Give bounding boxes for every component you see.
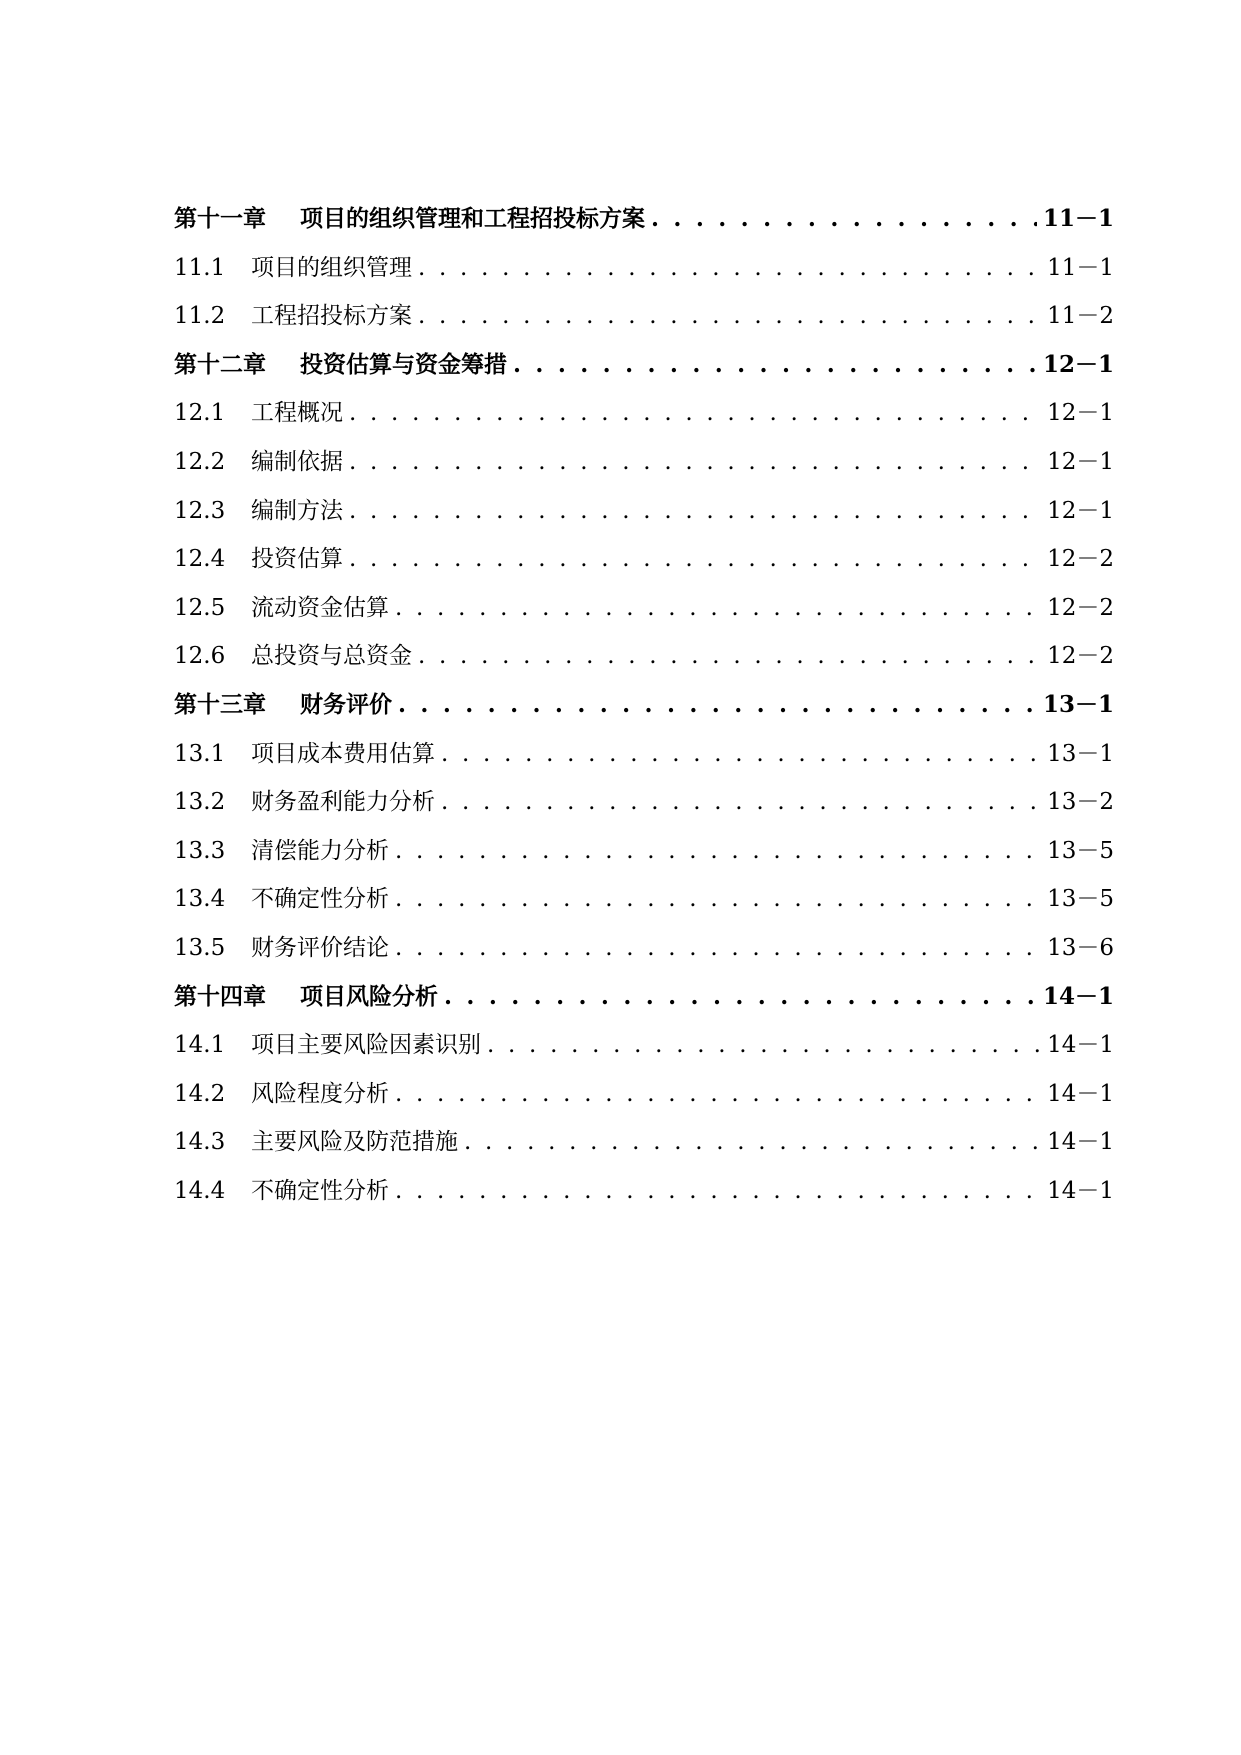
toc-section-14-4[interactable]	[174, 1167, 1114, 1216]
toc-entry-title: 投资估算	[251, 546, 343, 573]
toc-entry-page: 13－5	[1047, 886, 1114, 913]
toc-entry-number: 13.2	[174, 789, 226, 816]
toc-entry-title: 项目的组织管理和工程招投标方案	[300, 205, 645, 232]
dot-leader	[395, 827, 1041, 876]
dot-leader	[418, 632, 1041, 681]
toc-section-13-1[interactable]	[174, 730, 1114, 779]
dot-leader	[487, 1021, 1041, 1070]
toc-entry-page: 12－1	[1042, 350, 1114, 378]
dot-leader	[395, 924, 1041, 973]
toc-entry-title: 工程概况	[251, 400, 343, 427]
toc-entry-number: 12.6	[174, 643, 226, 670]
toc-entry-page: 14－1	[1042, 982, 1114, 1010]
toc-section-12-3[interactable]	[174, 487, 1114, 536]
toc-entry-title: 项目的组织管理	[251, 254, 412, 281]
dot-leader	[395, 584, 1041, 633]
toc-section-12-5[interactable]	[174, 584, 1114, 633]
toc-section-12-1[interactable]	[174, 389, 1114, 438]
toc-entry-page: 13－2	[1047, 789, 1114, 816]
toc-entry-page: 14－1	[1047, 1080, 1114, 1107]
dot-leader	[395, 1070, 1041, 1119]
toc-section-14-3[interactable]	[174, 1118, 1114, 1167]
dot-leader	[418, 244, 1041, 293]
dot-leader	[651, 195, 1037, 244]
toc-entry-page: 12－2	[1047, 546, 1114, 573]
toc-entry-number: 11.2	[174, 303, 226, 330]
toc-entry-page: 12－1	[1047, 497, 1114, 524]
dot-leader	[395, 1167, 1041, 1216]
toc-entry-title: 主要风险及防范措施	[251, 1129, 458, 1156]
toc-entry-title: 总投资与总资金	[251, 643, 412, 670]
toc-section-11-1[interactable]	[174, 244, 1114, 293]
toc-entry-page: 14－1	[1047, 1177, 1114, 1204]
toc-section-12-6[interactable]	[174, 632, 1114, 681]
toc-entry-title: 投资估算与资金筹措	[300, 350, 507, 378]
toc-entry-page: 11－1	[1042, 205, 1114, 232]
toc-entry-number: 13.3	[174, 837, 226, 864]
toc-entry-page: 13－1	[1047, 740, 1114, 767]
toc-entry-number: 12.2	[174, 448, 226, 475]
toc-entry-number: 第十三章	[174, 690, 266, 718]
toc-entry-page: 12－1	[1047, 448, 1114, 475]
toc-entry-title: 项目成本费用估算	[251, 740, 435, 767]
toc-entry-number: 第十一章	[174, 205, 266, 232]
dot-leader	[349, 487, 1041, 536]
toc-chapter-11[interactable]	[174, 195, 1114, 244]
toc-entry-page: 14－1	[1047, 1032, 1114, 1059]
toc-entry-title: 编制方法	[251, 497, 343, 524]
toc-section-13-2[interactable]	[174, 778, 1114, 827]
toc-entry-title: 财务盈利能力分析	[251, 789, 435, 816]
toc-section-13-3[interactable]	[174, 827, 1114, 876]
toc-entry-number: 第十二章	[174, 350, 266, 378]
toc-section-11-2[interactable]	[174, 292, 1114, 341]
toc-section-14-1[interactable]	[174, 1021, 1114, 1070]
toc-entry-number: 14.1	[174, 1032, 226, 1059]
toc-entry-title: 流动资金估算	[251, 594, 389, 621]
toc-chapter-12[interactable]	[174, 341, 1114, 390]
toc-entry-number: 13.4	[174, 886, 226, 913]
toc-entry-number: 12.4	[174, 546, 226, 573]
toc-entry-number: 14.2	[174, 1080, 226, 1107]
toc-entry-number: 13.1	[174, 740, 226, 767]
toc-entry-page: 13－1	[1042, 690, 1114, 718]
toc-entry-page: 13－6	[1047, 934, 1114, 961]
toc-entry-title: 编制依据	[251, 448, 343, 475]
toc-entry-title: 清偿能力分析	[251, 837, 389, 864]
toc-section-13-4[interactable]	[174, 875, 1114, 924]
toc-entry-number: 12.5	[174, 594, 226, 621]
toc-section-12-4[interactable]	[174, 535, 1114, 584]
toc-entry-title: 风险程度分析	[251, 1080, 389, 1107]
toc-entry-page: 11－2	[1047, 303, 1114, 330]
toc-entry-title: 财务评价结论	[251, 934, 389, 961]
dot-leader	[349, 438, 1041, 487]
toc-section-14-2[interactable]	[174, 1070, 1114, 1119]
toc-entry-title: 不确定性分析	[251, 1177, 389, 1204]
dot-leader	[464, 1118, 1041, 1167]
toc-entry-page: 12－2	[1047, 594, 1114, 621]
dot-leader	[398, 681, 1037, 730]
toc-entry-page: 11－1	[1047, 254, 1114, 281]
toc-entry-number: 12.3	[174, 497, 226, 524]
toc-section-12-2[interactable]	[174, 438, 1114, 487]
toc-entry-title: 项目主要风险因素识别	[251, 1032, 481, 1059]
toc-entry-number: 第十四章	[174, 982, 266, 1010]
toc-chapter-14[interactable]	[174, 973, 1114, 1022]
toc-entry-number: 14.4	[174, 1177, 226, 1204]
toc-entry-title: 项目风险分析	[300, 982, 438, 1010]
dot-leader	[513, 341, 1037, 390]
dot-leader	[441, 778, 1041, 827]
toc-entry-title: 财务评价	[300, 690, 392, 718]
toc-entry-number: 13.5	[174, 934, 226, 961]
dot-leader	[395, 875, 1041, 924]
toc-entry-page: 12－1	[1047, 400, 1114, 427]
dot-leader	[418, 292, 1041, 341]
toc-entry-number: 12.1	[174, 400, 226, 427]
dot-leader	[444, 973, 1037, 1022]
dot-leader	[349, 389, 1041, 438]
toc-entry-page: 14－1	[1047, 1129, 1114, 1156]
toc-section-13-5[interactable]	[174, 924, 1114, 973]
dot-leader	[349, 535, 1041, 584]
table-of-contents	[174, 195, 1114, 1215]
toc-entry-page: 13－5	[1047, 837, 1114, 864]
toc-entry-title: 工程招投标方案	[251, 303, 412, 330]
toc-entry-page: 12－2	[1047, 643, 1114, 670]
toc-chapter-13[interactable]	[174, 681, 1114, 730]
toc-entry-number: 14.3	[174, 1129, 226, 1156]
toc-entry-title: 不确定性分析	[251, 886, 389, 913]
toc-entry-number: 11.1	[174, 254, 226, 281]
dot-leader	[441, 730, 1041, 779]
